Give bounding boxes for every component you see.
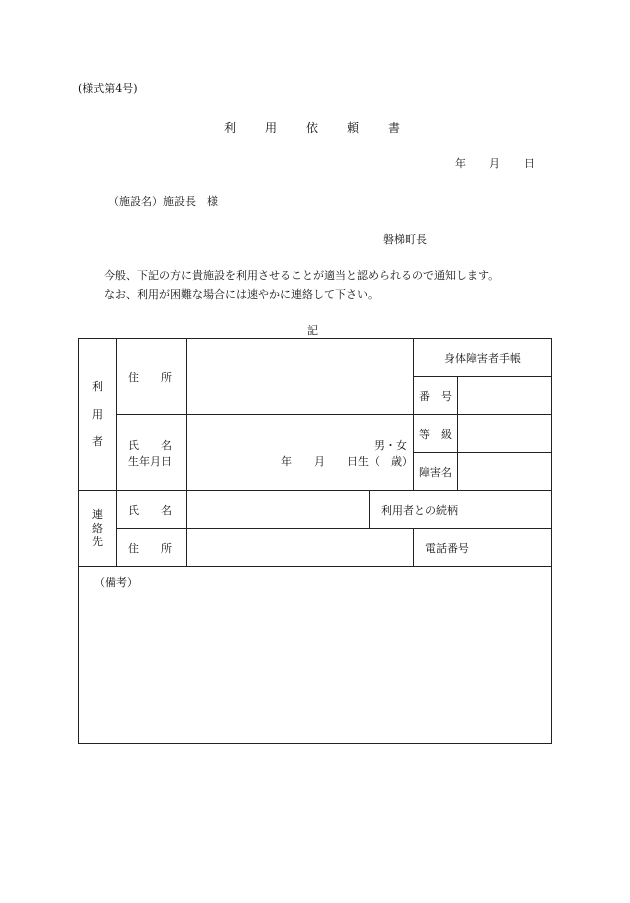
contact-name-label-text: 氏 名 xyxy=(128,503,172,517)
number-label-text: 番 号 xyxy=(419,389,452,403)
date-day: 日 xyxy=(524,157,535,170)
title-char: 依 xyxy=(306,121,319,135)
ki-label: 記 xyxy=(307,324,318,337)
relationship-label-text: 利用者との続柄 xyxy=(381,503,458,517)
name-label: 氏 名 xyxy=(128,438,172,452)
contact-char: 連 xyxy=(92,507,103,521)
address-field[interactable] xyxy=(187,339,414,415)
date-year: 年 xyxy=(455,157,466,170)
grade-label-text: 等 級 xyxy=(419,427,452,441)
grade-field[interactable] xyxy=(458,415,552,453)
phone-label[interactable] xyxy=(414,529,552,567)
title-char: 利 xyxy=(224,121,237,135)
contact-char: 先 xyxy=(92,535,103,549)
contact-address-label xyxy=(117,529,187,567)
body-line-1: 今般、下記の方に貴施設を利用させることが適当と認められるので通知します。 xyxy=(104,269,500,282)
contact-address-field[interactable] xyxy=(187,529,414,567)
title-char: 書 xyxy=(388,121,401,135)
addressee: （施設名）施設長 様 xyxy=(108,195,218,208)
gender-options[interactable]: 男・女 xyxy=(374,438,407,452)
disability-label-text: 障害名 xyxy=(419,465,452,479)
contact-group-label xyxy=(79,491,117,567)
relationship-label[interactable] xyxy=(370,491,552,529)
contact-name-field[interactable] xyxy=(187,491,370,529)
title-char: 頼 xyxy=(347,121,360,135)
remarks-field[interactable] xyxy=(79,567,552,744)
phone-label-text: 電話番号 xyxy=(425,541,469,555)
user-char: 用 xyxy=(92,407,103,421)
sender: 磐梯町長 xyxy=(383,233,427,246)
birthdate-format: 年 月 日生（ 歳） xyxy=(281,454,413,468)
date-month: 月 xyxy=(489,157,500,170)
contact-address-label-text: 住 所 xyxy=(128,541,172,555)
body-line-2: なお、利用が困難な場合には速やかに連絡して下さい。 xyxy=(104,288,379,301)
birthdate-label: 生年月日 xyxy=(128,454,172,468)
contact-char: 絡 xyxy=(92,521,103,535)
form-number: (様式第4号) xyxy=(78,82,138,95)
user-char: 利 xyxy=(92,379,103,393)
user-char: 者 xyxy=(92,435,103,449)
title-char: 用 xyxy=(265,121,278,135)
name-birth-label xyxy=(117,415,187,491)
user-group-label xyxy=(79,339,117,491)
handbook-header xyxy=(414,339,552,377)
remarks-label: （備考） xyxy=(94,576,138,589)
name-birth-field[interactable] xyxy=(187,415,414,491)
request-form-table xyxy=(78,338,552,744)
disability-label xyxy=(414,453,458,491)
handbook-header-text: 身体障害者手帳 xyxy=(444,351,521,365)
number-field[interactable] xyxy=(458,377,552,415)
number-label xyxy=(414,377,458,415)
address-label-text: 住 所 xyxy=(128,370,172,384)
address-label xyxy=(117,339,187,415)
grade-label xyxy=(414,415,458,453)
document-title xyxy=(224,119,400,136)
disability-field[interactable] xyxy=(458,453,552,491)
contact-name-label xyxy=(117,491,187,529)
